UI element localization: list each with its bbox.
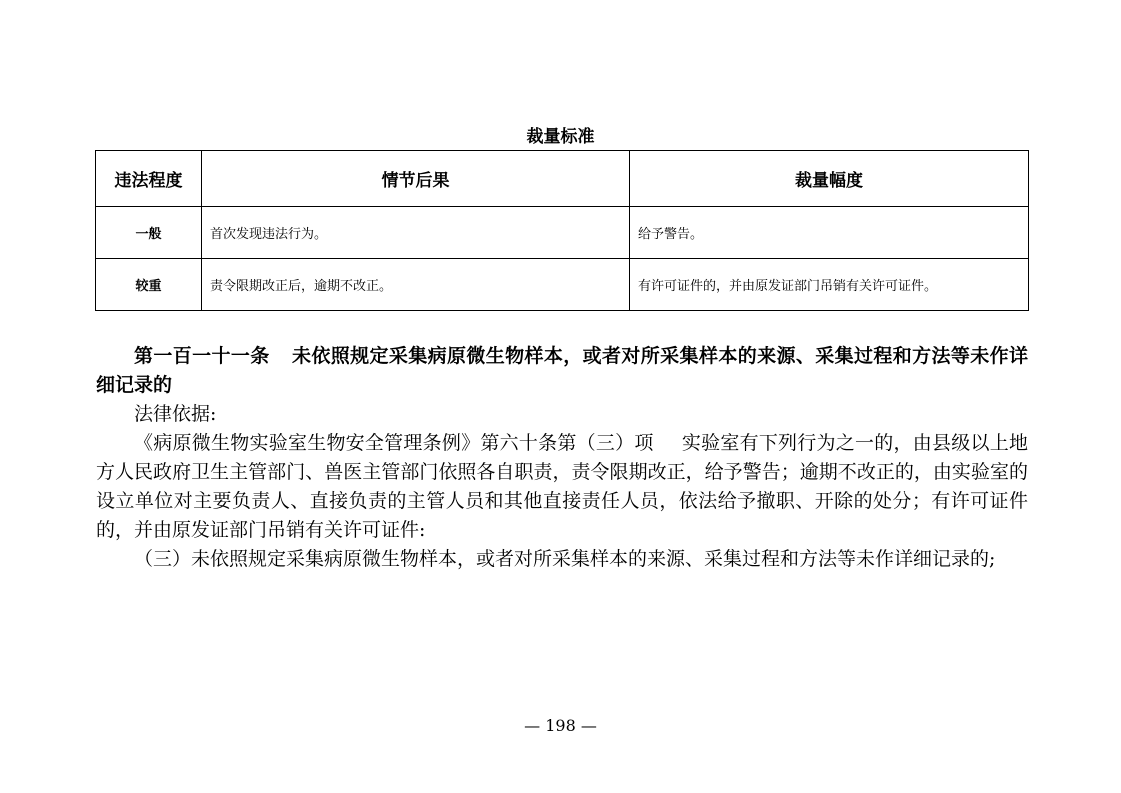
article-title: 未依照规定采集病原微生物样本，或者对所采集样本的来源、采集过程和方法等未作详细记录的	[96, 345, 1028, 396]
cell-circumstance: 首次发现违法行为。	[202, 207, 630, 259]
cell-circumstance: 责令限期改正后，逾期不改正。	[202, 259, 630, 311]
regulation-name: 《病原微生物实验室生物安全管理条例》第六十条第（三）项	[134, 432, 654, 454]
table-row	[96, 207, 1029, 259]
article-number: 第一百一十一条	[134, 345, 270, 367]
header-circumstance: 情节后果	[202, 151, 630, 207]
table-row	[96, 259, 1029, 311]
article-heading	[96, 342, 1028, 400]
document-body	[96, 342, 1028, 574]
regulation-item: （三）未依照规定采集病原微生物样本，或者对所采集样本的来源、采集过程和方法等未作详细记录的;	[134, 548, 996, 570]
regulation-paragraph	[96, 429, 1028, 545]
cell-penalty: 有许可证件的，并由原发证部门吊销有关许可证件。	[630, 259, 1029, 311]
page-number: — 198 —	[524, 716, 597, 735]
discretion-standard-table	[95, 150, 1029, 311]
cell-penalty: 给予警告。	[630, 207, 1029, 259]
table-title: 裁量标准	[526, 127, 595, 147]
cell-level: 一般	[96, 207, 202, 259]
header-violation-degree: 违法程度	[96, 151, 202, 207]
cell-level: 较重	[96, 259, 202, 311]
legal-basis-label: 法律依据:	[134, 403, 217, 425]
header-penalty-range: 裁量幅度	[630, 151, 1029, 207]
table-header-row	[96, 151, 1029, 207]
regulation-text: 实验室有下列行为之一的，由县级以上地方人民政府卫生主管部门、兽医主管部门依照各自职责，责令限期改正，给予警告；逾期不改正的，由实验室的设立单位对主要负责人、直接负责的主管人员和其他直接责任人员，依法给予撤职、开除的处分；有许可证件的，并由原发证部门吊销有关许可证件:	[96, 432, 1028, 541]
